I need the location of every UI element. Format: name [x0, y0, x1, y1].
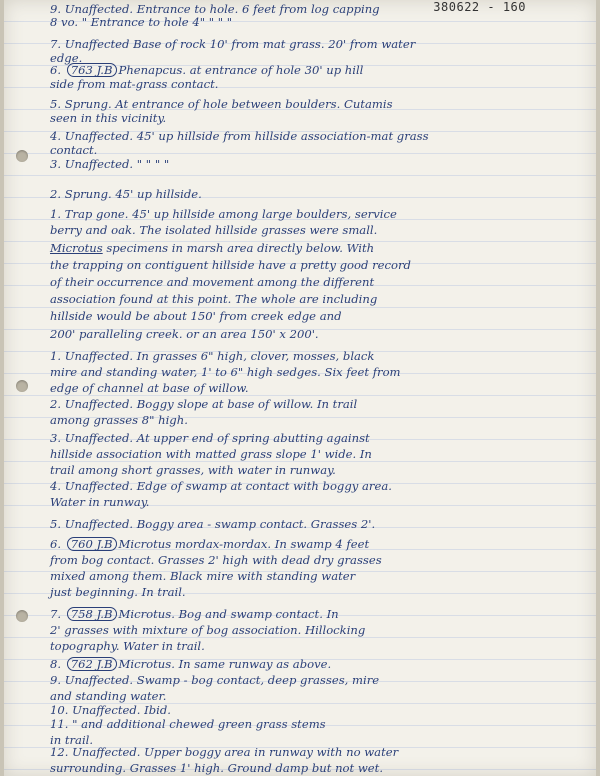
note-line — [50, 446, 372, 462]
note-text: hillside would be about 150' from creek edge and — [50, 309, 342, 323]
note-line — [50, 672, 379, 688]
note-text: Phenapcus. at entrance of hole 30' up hill — [118, 63, 364, 77]
note-line — [50, 128, 429, 144]
note-text: hillside association with matted grass slope 1' wide. In — [50, 447, 372, 461]
note-text: 2. Unaffected. Boggy slope at base of willow. In trail — [50, 397, 358, 411]
note-line — [50, 36, 415, 52]
note-text: edge. — [50, 51, 83, 65]
note-text: Microtus. In same runway as above. — [118, 657, 332, 671]
note-line — [50, 412, 188, 428]
note-text: 1. Trap gone. 45' up hillside among large boulders, service — [50, 207, 397, 221]
note-line — [50, 606, 339, 622]
note-text: berry and oak. The isolated hillside grasses were small. — [50, 223, 378, 237]
note-line — [50, 110, 166, 126]
note-text: 3. Unaffected. " " " " — [50, 157, 170, 171]
note-text: the trapping on contiguent hillside have a pretty good record — [50, 258, 411, 272]
note-line — [50, 396, 357, 412]
note-text: among grasses 8" high. — [50, 413, 188, 427]
note-text: of their occurrence and movement among the different — [50, 275, 375, 289]
punch-hole — [16, 380, 28, 392]
note-line — [50, 622, 365, 638]
note-text: and standing water. — [50, 689, 167, 703]
notebook-page — [4, 0, 596, 776]
note-text: 8. — [50, 657, 65, 671]
note-line — [50, 516, 375, 532]
note-line — [50, 638, 205, 654]
note-line — [50, 380, 249, 396]
note-text: 10. Unaffected. Ibid. — [50, 703, 171, 717]
note-text: 200' paralleling creek. or an area 150' x 200'. — [50, 327, 319, 341]
note-line — [50, 552, 382, 568]
note-text: contact. — [50, 143, 98, 157]
note-text: specimens in marsh area directly below. With — [102, 241, 375, 255]
note-line — [50, 222, 377, 238]
punch-hole — [16, 610, 28, 622]
note-line — [50, 186, 202, 202]
note-text: association found at this point. The whole are including — [50, 292, 378, 306]
note-line — [50, 716, 326, 732]
note-text: just beginning. In trail. — [50, 585, 186, 599]
note-text: 5. Unaffected. Boggy area - swamp contact. Grasses 2'. — [50, 517, 376, 531]
note-line — [50, 656, 331, 672]
note-line — [50, 326, 319, 342]
note-text: 6. — [50, 63, 65, 77]
note-line — [50, 291, 377, 307]
note-text: 7. Unaffected Base of rock 10' from mat grass. 20' from water — [50, 37, 416, 51]
note-line — [50, 430, 370, 446]
note-line — [50, 584, 186, 600]
note-text: 2' grasses with mixture of bog association. Hillocking — [50, 623, 366, 637]
note-line — [50, 536, 369, 552]
note-line — [50, 494, 149, 510]
catalog-stamp: 380622 - 160 — [433, 0, 526, 14]
note-line — [50, 240, 374, 256]
note-text: from bog contact. Grasses 2' high with dead dry grasses — [50, 553, 382, 567]
note-line — [50, 744, 398, 760]
note-text: 9. Unaffected. Swamp - bog contact, deep grasses, mire — [50, 673, 380, 687]
note-line — [50, 274, 374, 290]
note-text: Microtus mordax-mordax. In swamp 4 feet — [118, 537, 370, 551]
note-text: 4. Unaffected. 45' up hillside from hillside association-mat grass — [50, 129, 429, 143]
note-line — [50, 462, 336, 478]
note-line — [50, 257, 411, 273]
specimen-number: 762 J.B — [67, 657, 117, 671]
note-text: 11. " and additional chewed green grass stems — [50, 717, 326, 731]
note-line — [50, 14, 232, 30]
note-text: 7. — [50, 607, 65, 621]
note-line — [50, 206, 397, 222]
specimen-number: 758 J.B — [67, 607, 117, 621]
note-text: Water in runway. — [50, 495, 150, 509]
note-text: 3. Unaffected. At upper end of spring abutting against — [50, 431, 370, 445]
note-text: 9. Unaffected. Entrance to hole. 6 feet from log capping — [50, 2, 380, 16]
note-text: seen in this vicinity. — [50, 111, 167, 125]
note-text: 6. — [50, 537, 65, 551]
note-line — [50, 348, 374, 364]
note-text: topography. Water in trail. — [50, 639, 205, 653]
note-line — [50, 568, 355, 584]
note-line — [50, 364, 401, 380]
specimen-number: 763 J.B — [67, 63, 117, 77]
note-line — [50, 156, 169, 172]
note-line — [50, 308, 342, 324]
specimen-number: 760 J.B — [67, 537, 117, 551]
note-text: side from mat-grass contact. — [50, 77, 219, 91]
note-text: 1. Unaffected. In grasses 6" high, clover, mosses, black — [50, 349, 375, 363]
note-line — [50, 76, 218, 92]
note-text: Microtus. Bog and swamp contact. In — [118, 607, 339, 621]
note-text: in trail. — [50, 733, 94, 747]
note-text: 4. Unaffected. Edge of swamp at contact with boggy area. — [50, 479, 392, 493]
note-text: 2. Sprung. 45' up hillside. — [50, 187, 202, 201]
note-text: 5. Sprung. At entrance of hole between boulders. Cutamis — [50, 97, 393, 111]
note-text: surrounding. Grasses 1' high. Ground damp but not wet. — [50, 761, 384, 775]
note-text: 8 vo. " Entrance to hole 4" " " " — [50, 15, 233, 29]
note-text: mixed among them. Black mire with standing water — [50, 569, 356, 583]
note-text: 12. Unaffected. Upper boggy area in runway with no water — [50, 745, 399, 759]
punch-hole — [16, 150, 28, 162]
note-text: trail among short grasses, with water in runway. — [50, 463, 336, 477]
underlined-word: Microtus — [50, 241, 103, 255]
note-line — [50, 478, 392, 494]
note-text: edge of channel at base of willow. — [50, 381, 249, 395]
note-text: mire and standing water, 1' to 6" high sedges. Six feet from — [50, 365, 401, 379]
note-line — [50, 760, 383, 776]
